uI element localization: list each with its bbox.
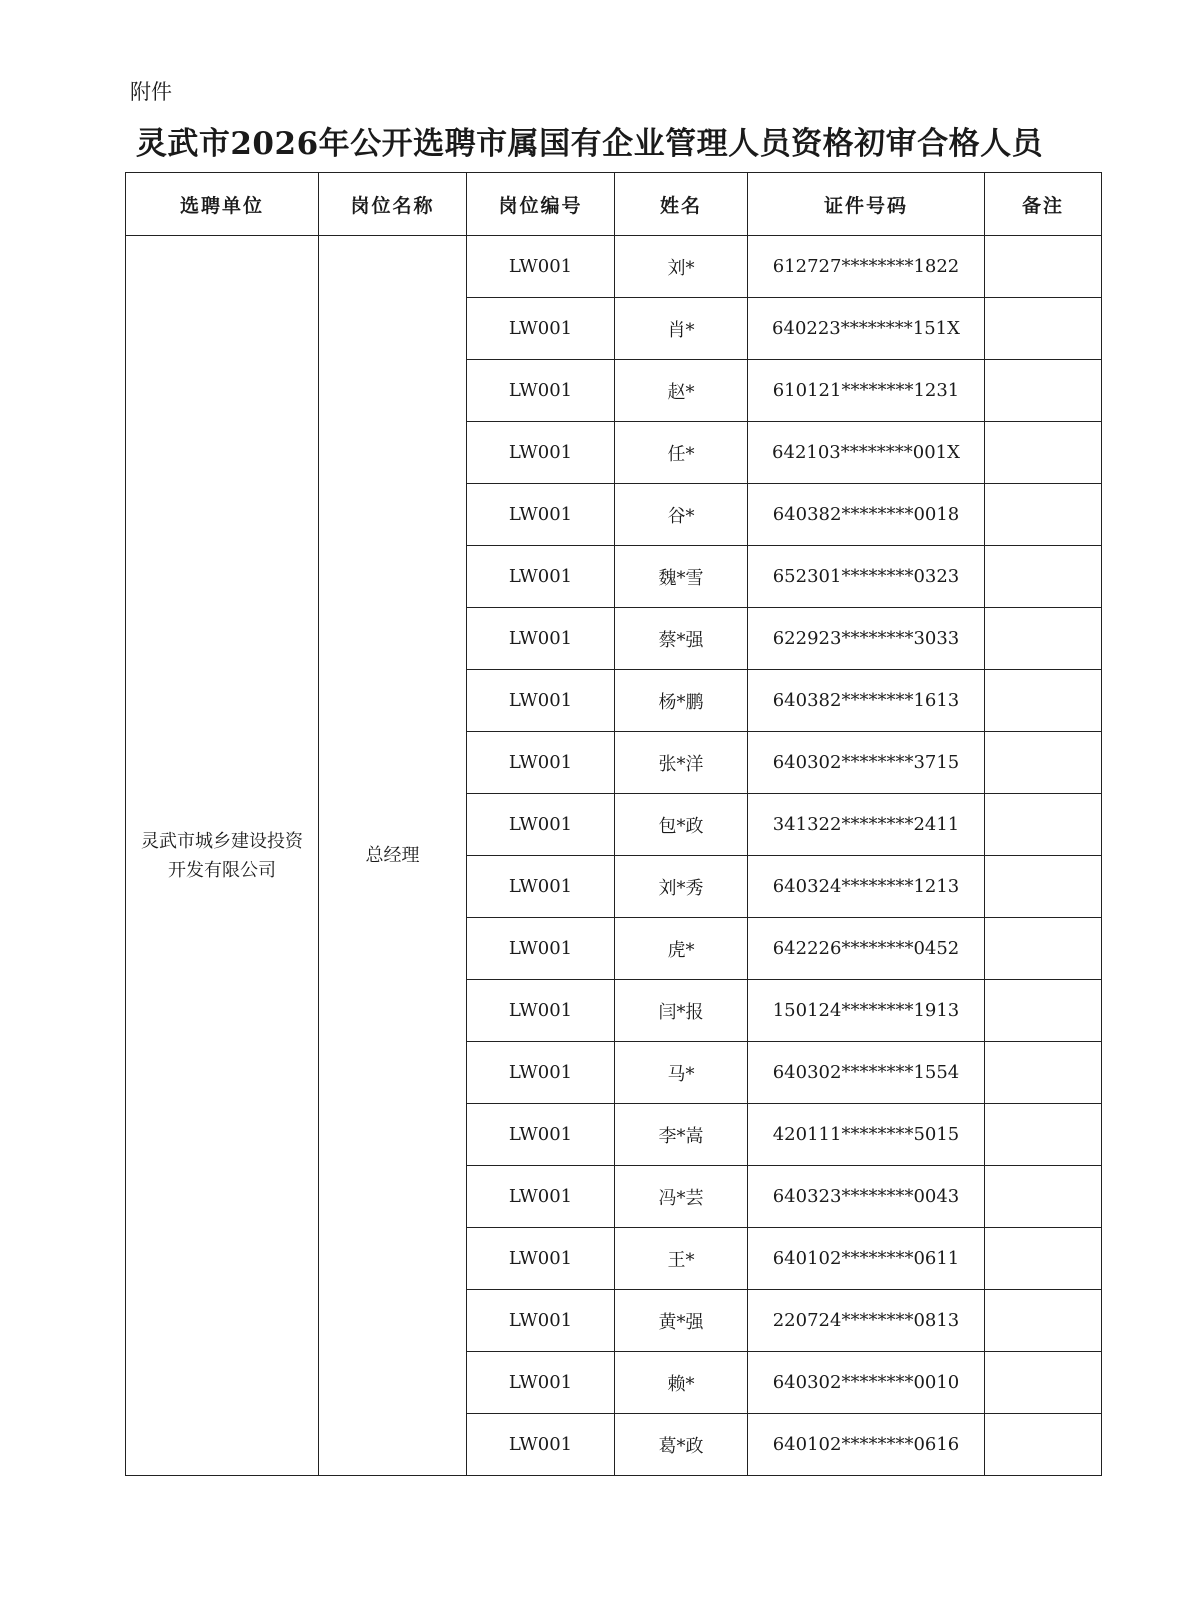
cell-id-number: 640323********0043	[748, 1166, 985, 1228]
cell-id-number: 652301********0323	[748, 546, 985, 608]
cell-name: 李*嵩	[615, 1104, 748, 1166]
cell-name: 虎*	[615, 918, 748, 980]
cell-post-code: LW001	[467, 856, 615, 918]
qualified-personnel-table	[125, 172, 1102, 1476]
cell-post-code: LW001	[467, 360, 615, 422]
header-post-code: 岗位编号	[467, 173, 615, 236]
cell-remarks	[985, 1104, 1102, 1166]
cell-remarks	[985, 732, 1102, 794]
cell-name: 马*	[615, 1042, 748, 1104]
cell-remarks	[985, 546, 1102, 608]
cell-name: 谷*	[615, 484, 748, 546]
cell-name: 杨*鹏	[615, 670, 748, 732]
cell-post-code: LW001	[467, 918, 615, 980]
unit-line: 灵武市城乡建设投资	[141, 830, 303, 852]
cell-post-code: LW001	[467, 1414, 615, 1476]
table-row	[126, 236, 1102, 298]
cell-post-code: LW001	[467, 1352, 615, 1414]
cell-post-code: LW001	[467, 670, 615, 732]
cell-id-number: 612727********1822	[748, 236, 985, 298]
cell-name: 黄*强	[615, 1290, 748, 1352]
cell-name: 赖*	[615, 1352, 748, 1414]
cell-post-code: LW001	[467, 546, 615, 608]
cell-post-code: LW001	[467, 298, 615, 360]
cell-id-number: 640302********3715	[748, 732, 985, 794]
cell-remarks	[985, 1042, 1102, 1104]
cell-remarks	[985, 1352, 1102, 1414]
cell-remarks	[985, 1228, 1102, 1290]
table-header-row	[126, 173, 1102, 236]
cell-remarks	[985, 608, 1102, 670]
cell-post-code: LW001	[467, 1228, 615, 1290]
cell-id-number: 640102********0616	[748, 1414, 985, 1476]
cell-name: 赵*	[615, 360, 748, 422]
cell-remarks	[985, 794, 1102, 856]
cell-post-code: LW001	[467, 608, 615, 670]
header-remarks: 备注	[985, 173, 1102, 236]
cell-remarks	[985, 422, 1102, 484]
cell-post-code: LW001	[467, 1104, 615, 1166]
cell-name: 闫*报	[615, 980, 748, 1042]
cell-name: 魏*雪	[615, 546, 748, 608]
document-title: 灵武市2026年公开选聘市属国有企业管理人员资格初审合格人员	[135, 126, 1044, 162]
unit-line: 开发有限公司	[168, 859, 276, 881]
header-name: 姓名	[615, 173, 748, 236]
cell-post-code: LW001	[467, 1166, 615, 1228]
cell-name: 蔡*强	[615, 608, 748, 670]
cell-id-number: 420111********5015	[748, 1104, 985, 1166]
cell-name: 王*	[615, 1228, 748, 1290]
cell-remarks	[985, 1414, 1102, 1476]
header-id-number: 证件号码	[748, 173, 985, 236]
cell-name: 冯*芸	[615, 1166, 748, 1228]
cell-post-code: LW001	[467, 1042, 615, 1104]
cell-remarks	[985, 856, 1102, 918]
cell-id-number: 220724********0813	[748, 1290, 985, 1352]
cell-name: 任*	[615, 422, 748, 484]
cell-post-code: LW001	[467, 980, 615, 1042]
header-post-name: 岗位名称	[319, 173, 467, 236]
cell-remarks	[985, 360, 1102, 422]
cell-name: 包*政	[615, 794, 748, 856]
cell-id-number: 640382********1613	[748, 670, 985, 732]
cell-id-number: 150124********1913	[748, 980, 985, 1042]
cell-post-code: LW001	[467, 1290, 615, 1352]
cell-post-code: LW001	[467, 236, 615, 298]
cell-id-number: 640223********151X	[748, 298, 985, 360]
cell-remarks	[985, 298, 1102, 360]
cell-name: 葛*政	[615, 1414, 748, 1476]
cell-remarks	[985, 1166, 1102, 1228]
cell-post-code: LW001	[467, 484, 615, 546]
attachment-label: 附件	[130, 80, 172, 104]
cell-remarks	[985, 918, 1102, 980]
cell-id-number: 642103********001X	[748, 422, 985, 484]
cell-id-number: 640302********0010	[748, 1352, 985, 1414]
cell-remarks	[985, 980, 1102, 1042]
cell-id-number: 341322********2411	[748, 794, 985, 856]
cell-id-number: 610121********1231	[748, 360, 985, 422]
cell-name: 肖*	[615, 298, 748, 360]
cell-unit	[126, 236, 319, 1476]
cell-name: 刘*	[615, 236, 748, 298]
cell-name: 张*洋	[615, 732, 748, 794]
cell-id-number: 640324********1213	[748, 856, 985, 918]
cell-post-name: 总经理	[319, 236, 467, 1476]
cell-remarks	[985, 670, 1102, 732]
cell-post-code: LW001	[467, 732, 615, 794]
cell-id-number: 622923********3033	[748, 608, 985, 670]
cell-remarks	[985, 484, 1102, 546]
cell-id-number: 640382********0018	[748, 484, 985, 546]
cell-id-number: 640302********1554	[748, 1042, 985, 1104]
cell-post-code: LW001	[467, 422, 615, 484]
cell-post-code: LW001	[467, 794, 615, 856]
cell-id-number: 642226********0452	[748, 918, 985, 980]
cell-name: 刘*秀	[615, 856, 748, 918]
cell-remarks	[985, 236, 1102, 298]
cell-id-number: 640102********0611	[748, 1228, 985, 1290]
cell-remarks	[985, 1290, 1102, 1352]
header-unit: 选聘单位	[126, 173, 319, 236]
